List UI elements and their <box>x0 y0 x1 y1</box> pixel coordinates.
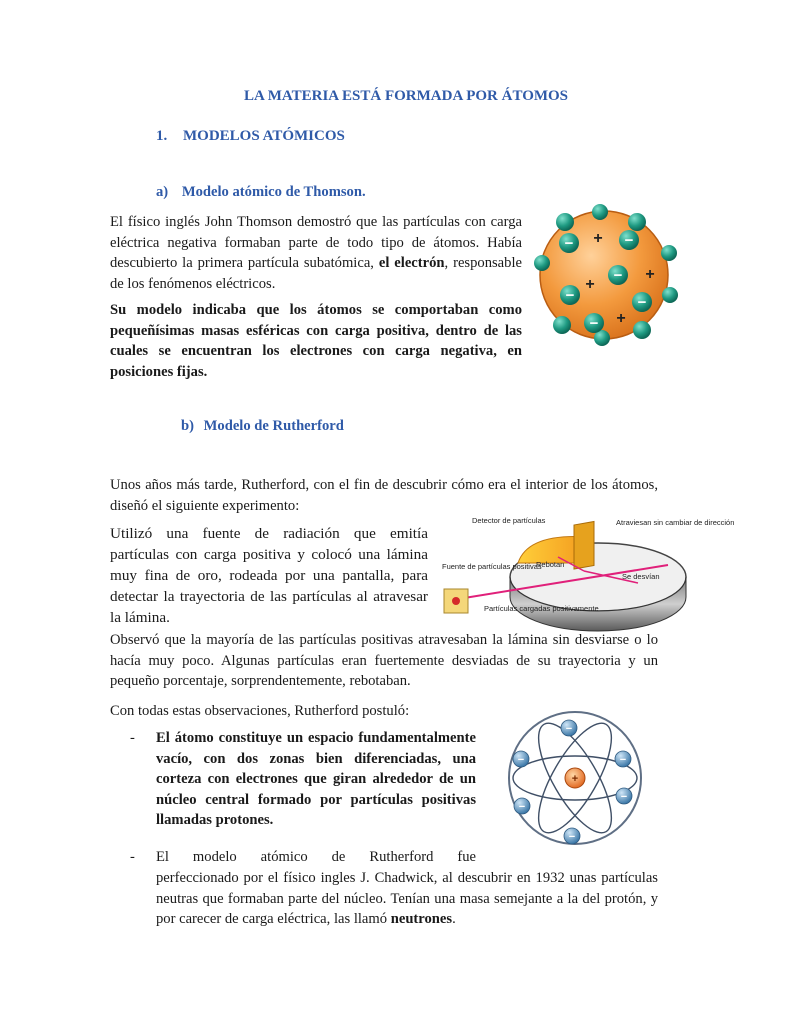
label-pass-through: Atraviesan sin cambiar de dirección <box>616 518 735 527</box>
thomson-text: El físico inglés John Thomson demostró que las partículas con carga eléctrica negativa formaban parte de todo tipo de átomos. Había descubierto la primera partícula subatómica, <box>110 214 522 271</box>
section-number: 1. <box>156 128 168 144</box>
postulate-bullet-1 <box>156 728 476 831</box>
electron-minus-sign: − <box>518 801 526 813</box>
electron-minus-sign: − <box>565 723 573 735</box>
observation-paragraph: Observó que la mayoría de las partículas positivas atravesaban la lámina sin desviarse o lo hacía muy poco. Algunas partículas eran fuertemente desviadas de su trayectoria y un pequeño porcentaje, sorprendentemente, rebotaban. <box>110 632 658 689</box>
thomson-text-end: , responsable de los fenómenos eléctricos. <box>110 255 522 292</box>
label-source: Fuente de partículas positivas <box>442 562 542 571</box>
postulate-2-text: perfeccionado por el físico ingles J. Chadwick, al descubrir en 1932 unas partículas neutras que formaban parte del núcleo. Tenían una masa semejante a la del protón, y por carecer de carga eléctrica, las llamó <box>156 870 658 927</box>
electron-minus-sign: − <box>564 235 574 252</box>
rutherford-atom-illustration <box>492 706 656 856</box>
label-charged-particles: Partículas cargadas positivamente <box>484 604 599 613</box>
electron-minus-sign: − <box>517 754 525 766</box>
electron-minus-sign: − <box>613 267 623 284</box>
experiment-description: Utilizó una fuente de radiación que emitía partículas con carga positiva y colocó una lámina muy fina de oro, rodeada por una pantalla, para detectar la trayectoria de las partículas al atravesar la lámina. <box>110 525 428 626</box>
thomson-model-description: Su modelo indicaba que los átomos se comportaban como pequeñísimas masas esféricas con carga positiva, dentro de las cuales se encuentran los electrones con carga negativa, en posiciones fijas. <box>110 302 522 380</box>
thomson-title: Modelo atómico de Thomson. <box>181 184 366 200</box>
proton-plus-sign: + <box>645 266 655 283</box>
postulate-bullet-2 <box>156 868 658 930</box>
electron-minus-sign: − <box>619 754 627 766</box>
rutherford-title: Modelo de Rutherford <box>203 418 344 434</box>
label-bounce: Rebotan <box>536 560 565 569</box>
page-title: LA MATERIA ESTÁ FORMADA POR ÁTOMOS <box>243 88 569 104</box>
thomson-paragraph-2 <box>110 300 522 382</box>
section-label: MODELOS ATÓMICOS <box>183 128 345 144</box>
neutron-term: neutrones <box>390 911 453 927</box>
proton-plus-sign: + <box>616 310 626 327</box>
electron-minus-sign: − <box>589 315 599 332</box>
electron-minus-sign: − <box>620 791 628 803</box>
nucleus-plus-sign: + <box>571 773 579 785</box>
rutherford-experiment-illustration <box>438 513 735 629</box>
electron-term: el electrón <box>378 255 445 271</box>
thomson-atom-illustration <box>532 205 682 345</box>
postulate-bullet-2-line1: El modelo atómico de Rutherford fue <box>156 849 476 865</box>
label-deviate: Se desvían <box>622 572 660 581</box>
proton-plus-sign: + <box>585 276 595 293</box>
postulate-1-text: El átomo constituye un espacio fundamentalmente vacío, con dos zonas bien diferenciadas, una corteza con electrones que giran alrededor de un núcleo central formado por partículas positivas llamadas protones. <box>156 730 476 828</box>
electron-minus-sign: − <box>637 294 647 311</box>
rutherford-heading <box>181 418 344 435</box>
postulate-intro: Con todas estas observaciones, Rutherford postuló: <box>110 703 410 719</box>
proton-plus-sign: + <box>593 230 603 247</box>
bullet-dash: - <box>130 730 135 746</box>
electron-minus-sign: − <box>565 287 575 304</box>
thomson-marker: a) <box>156 184 169 200</box>
section-heading <box>156 128 345 145</box>
bullet-dash: - <box>130 849 135 865</box>
postulate-2-end: . <box>452 911 456 927</box>
thomson-paragraph-1 <box>110 212 522 294</box>
thomson-heading <box>156 184 366 201</box>
electron-minus-sign: − <box>568 831 576 843</box>
label-detector: Detector de partículas <box>472 516 546 525</box>
rutherford-marker: b) <box>181 418 194 434</box>
electron-minus-sign: − <box>624 232 634 249</box>
rutherford-intro: Unos años más tarde, Rutherford, con el fin de descubrir cómo era el interior de los átomos, diseñó el siguiente experimento: <box>110 477 658 514</box>
